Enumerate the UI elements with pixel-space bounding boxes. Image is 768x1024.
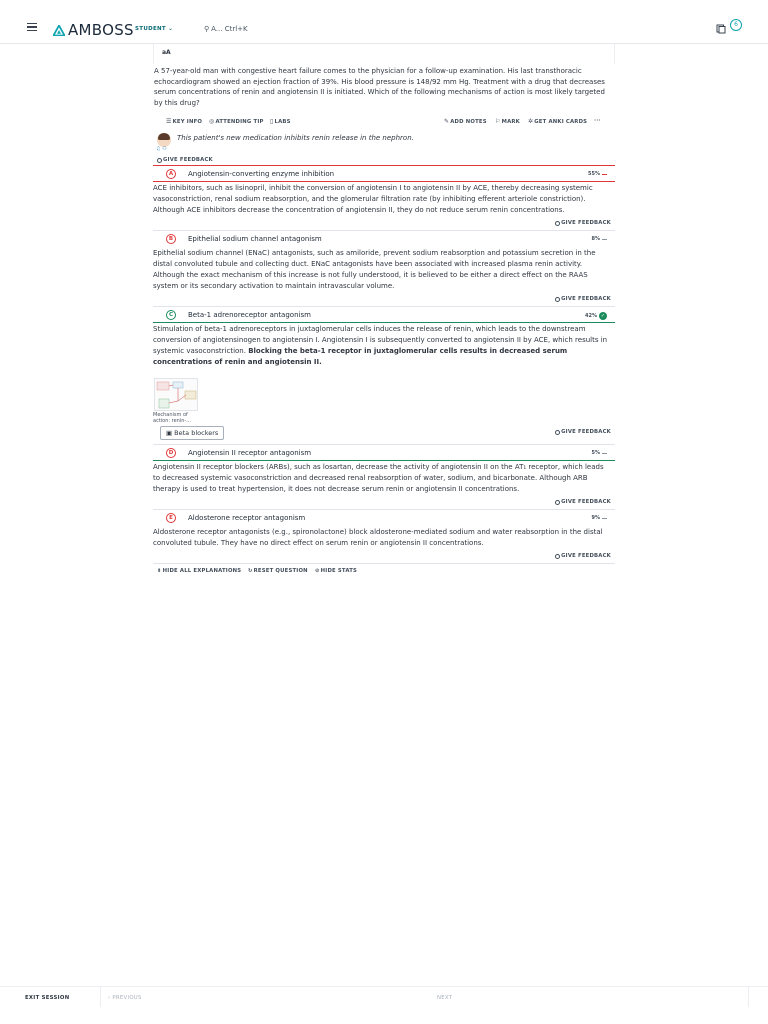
feedback-icon — [555, 500, 560, 505]
flag-icon: ⚐ — [495, 118, 501, 126]
option-feedback-row — [153, 549, 615, 563]
anki-label: GET ANKI CARDS — [534, 118, 588, 125]
feedback-icon — [555, 297, 560, 302]
tag-label: Beta blockers — [174, 429, 219, 438]
option-stat — [592, 450, 608, 456]
question-toolbar — [153, 112, 615, 130]
next-button[interactable]: NEXT — [437, 995, 453, 1001]
feedback-icon — [555, 554, 560, 559]
question-actions — [153, 563, 615, 577]
option-stat — [588, 171, 607, 177]
tutor-avatar — [157, 133, 171, 147]
option-header[interactable] — [153, 231, 615, 247]
option-feedback-button[interactable] — [555, 553, 611, 559]
option-explanation: ACE inhibitors, such as lisinopril, inhibit the conversion of angiotensin I to angiotensin II by ACE, thereby decreasing systemic vasoconstriction, renal sodium reabsorption, and the glomerular filtration rate (by inhibiting efferent arteriole constriction). Although ACE inhibitors decrease the concentration of angiotensin II, they do not reduce serum renin concentrations. — [153, 184, 593, 215]
option-letter: E — [166, 513, 176, 523]
feedback-label: GIVE FEEDBACK — [561, 499, 611, 506]
checkmark-icon: ✓ — [600, 313, 606, 320]
font-size-toggle[interactable]: aA — [162, 49, 171, 56]
notes-area — [714, 22, 744, 36]
option-explanation: Aldosterone receptor antagonists (e.g., spironolactone) block aldosterone-mediated sodium and water reabsorption in the distal convoluted tubule. They have no direct effect on serum renin or angiotensin II concentrations. — [153, 528, 603, 548]
question-header — [153, 44, 615, 64]
previous-button[interactable] — [108, 995, 142, 1001]
option-feedback-button[interactable] — [555, 429, 611, 435]
option-feedback-button[interactable] — [555, 499, 611, 505]
option-explanation: Epithelial sodium channel (ENaC) antagonists, such as amiloride, prevent sodium reabsorption and potassium secretion in the distal convoluted tubule and collecting duct. ENaC antagonists have been associated with increased plasma renin activity. Although the exact mechanism of this increase is not fully understood, it is believed to be either a direct effect on the RAAS system or its secondary activation to maintain intravascular volume. — [153, 249, 596, 291]
collapse-icon[interactable] — [602, 174, 607, 175]
option-percent: 8% — [591, 236, 600, 243]
attending-tip-button[interactable] — [209, 118, 264, 125]
tutor-message: This patient's new medication inhibits renin release in the nephron. — [177, 134, 414, 143]
role-dropdown[interactable] — [135, 26, 173, 32]
feedback-icon — [555, 221, 560, 226]
search-text: A... Ctrl+K — [211, 25, 248, 33]
option-header[interactable] — [153, 445, 615, 461]
answer-option-e[interactable] — [153, 509, 615, 563]
more-options-button[interactable] — [594, 118, 601, 124]
question-panel — [153, 44, 615, 577]
add-notes-button[interactable] — [444, 118, 487, 125]
previous-label: PREVIOUS — [112, 995, 142, 1001]
option-percent: 42% — [585, 313, 597, 320]
option-letter: B — [166, 234, 176, 244]
session-footer — [0, 986, 768, 1024]
collapse-icon[interactable] — [602, 518, 607, 519]
key-info-button[interactable] — [166, 118, 202, 125]
answer-option-c[interactable] — [153, 306, 615, 444]
anki-star-icon: ✲ — [528, 118, 534, 126]
option-header[interactable] — [153, 166, 615, 182]
role-label: STUDENT — [135, 26, 166, 32]
option-feedback-row — [153, 426, 615, 444]
explanation-media — [153, 368, 615, 426]
article-icon: ▣ — [166, 429, 173, 438]
anki-button[interactable] — [528, 118, 587, 125]
notes-count-badge[interactable]: 6 — [730, 19, 742, 31]
notes-icon[interactable] — [716, 24, 726, 34]
option-feedback-button[interactable] — [555, 220, 611, 226]
amboss-logo[interactable] — [53, 21, 134, 39]
option-header[interactable] — [153, 307, 615, 323]
explanation-text: Stimulation of beta-1 adrenoreceptors in juxtaglomerular cells induces the release of renin, which leads to the downstream conversion of angiotensinogen to angiotensin I. Angiotensin I is subsequently converted to angiotensin II by ACE, which results in systemic vasoconstriction. — [153, 325, 608, 356]
key-info-label: KEY INFO — [172, 118, 203, 125]
list-icon: ☰ — [166, 118, 172, 126]
search-icon: ⚲ — [204, 25, 210, 33]
option-stat — [592, 515, 608, 521]
option-feedback-row — [153, 292, 615, 306]
option-title: Angiotensin-converting enzyme inhibition — [188, 170, 335, 179]
hide-explanations-button[interactable] — [157, 568, 241, 574]
feedback-label: GIVE FEEDBACK — [561, 429, 611, 436]
labs-label: LABS — [274, 118, 291, 125]
lightbulb-icon: ◎ — [209, 118, 215, 126]
explanation-key-point: Blocking the beta-1 receptor in juxtaglomerular cells results in decreased serum concentrations of renin and angiotensin II. — [153, 347, 568, 367]
option-explanation — [153, 323, 615, 368]
option-title: Aldosterone receptor antagonism — [188, 514, 306, 523]
option-feedback-row — [153, 495, 615, 509]
option-feedback-row — [153, 216, 615, 230]
reset-question-button[interactable] — [248, 568, 308, 574]
option-title: Angiotensin II receptor antagonism — [188, 449, 312, 458]
option-explanation: Angiotensin II receptor blockers (ARBs), such as losartan, decrease the activity of angiotensin II on the AT₁ receptor, which leads to decreased systemic vasoconstriction and decreased renal reabsorption of water, sodium, and bicarbonate. Although ARB therapy is used to treat hypertension, it does not decrease serum renin or angiotensin II concentrations. — [153, 463, 604, 494]
exit-session-button[interactable]: EXIT SESSION — [25, 995, 70, 1001]
menu-icon[interactable] — [27, 23, 37, 31]
hide-stats-button[interactable] — [315, 568, 357, 574]
mechanism-diagram-thumbnail[interactable] — [154, 378, 198, 411]
labs-button[interactable] — [270, 118, 291, 125]
image-caption: Mechanism of action: renin-... — [153, 412, 191, 425]
question-stem: A 57-year-old man with congestive heart failure comes to the physician for a follow-up examination. His last transthoracic echocardiogram showed an ejection fraction of 39%. His blood pressure is 148/92 mm Hg. Treatment with a drug that decreases serum concentrations of renin and angiotensin II is initiated. Which of the following mechanisms of action is most likely targeted by this drug? — [154, 67, 605, 107]
footer-divider — [748, 987, 749, 1007]
hide-stats-label: HIDE STATS — [320, 568, 358, 575]
collapse-all-icon: ⇟ — [157, 568, 162, 575]
collapse-icon[interactable] — [602, 239, 607, 240]
answer-option-d[interactable] — [153, 444, 615, 509]
option-letter: D — [166, 448, 176, 458]
feedback-label: GIVE FEEDBACK — [561, 296, 611, 303]
option-percent: 5% — [591, 450, 600, 457]
option-title: Beta-1 adrenoreceptor antagonism — [188, 311, 311, 320]
attending-tip-label: ATTENDING TIP — [215, 118, 264, 125]
option-header[interactable] — [153, 510, 615, 526]
add-notes-label: ADD NOTES — [450, 118, 487, 125]
reset-label: RESET QUESTION — [253, 568, 308, 575]
feedback-label: GIVE FEEDBACK — [561, 553, 611, 560]
clipboard-icon: ▯ — [270, 118, 274, 126]
logo-triangle-icon — [53, 25, 65, 36]
answer-option-b[interactable] — [153, 230, 615, 306]
hide-explanations-label: HIDE ALL EXPLANATIONS — [162, 568, 242, 575]
chevron-left-icon: ‹ — [108, 995, 113, 1001]
option-percent: 55% — [588, 171, 600, 178]
feedback-icon — [157, 158, 162, 163]
chevron-down-icon: ⌄ — [168, 26, 174, 32]
option-letter: A — [166, 169, 176, 179]
collapse-icon[interactable] — [602, 453, 607, 454]
option-feedback-button[interactable] — [555, 296, 611, 302]
more-label: ··· — [594, 118, 601, 125]
logo-text: AMBOSS — [68, 21, 134, 39]
tutor-audio-icon[interactable]: ♫ ⚇ — [156, 146, 167, 153]
option-letter: C — [166, 310, 176, 320]
feedback-icon — [555, 430, 560, 435]
search-button[interactable] — [204, 25, 248, 33]
mark-label: MARK — [501, 118, 520, 125]
mark-button[interactable] — [495, 118, 520, 125]
answer-option-a[interactable] — [153, 165, 615, 230]
top-navigation — [0, 0, 768, 44]
option-title: Epithelial sodium channel antagonism — [188, 235, 322, 244]
feedback-label: GIVE FEEDBACK — [163, 157, 213, 164]
feedback-label: GIVE FEEDBACK — [561, 220, 611, 227]
reset-icon: ↻ — [248, 568, 253, 575]
beta-blockers-tag[interactable] — [160, 426, 224, 440]
pencil-icon: ✎ — [444, 118, 450, 126]
option-percent: 9% — [591, 515, 600, 522]
option-stat — [592, 236, 608, 242]
footer-divider — [100, 987, 101, 1007]
tutor-hint — [153, 131, 615, 153]
option-stat — [585, 312, 607, 320]
eye-off-icon: ⊘ — [315, 568, 320, 575]
question-feedback-button[interactable] — [153, 155, 615, 165]
